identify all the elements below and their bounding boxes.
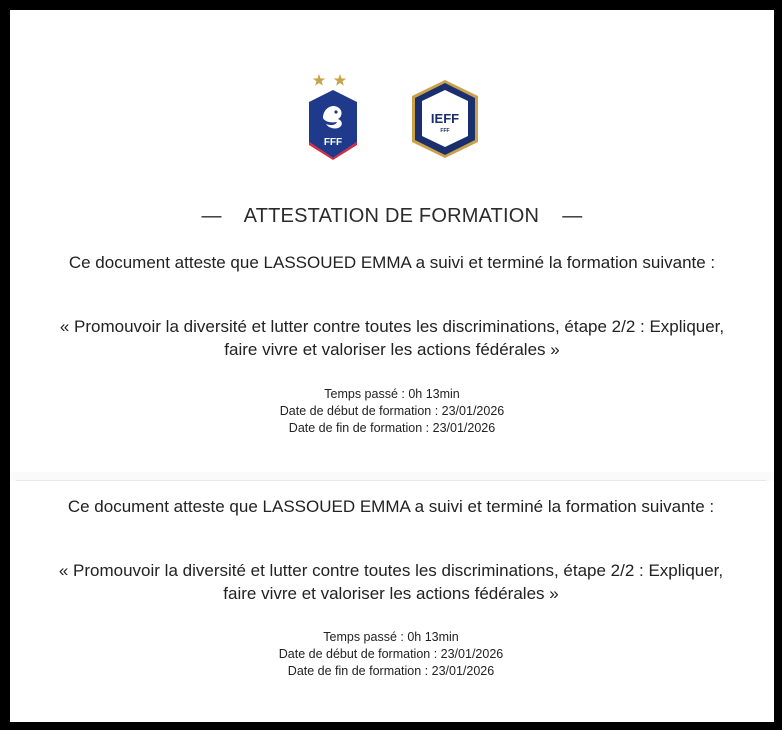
time-spent: Temps passé : 0h 13min — [324, 387, 460, 401]
document-title — [10, 205, 774, 228]
title-text: ATTESTATION DE FORMATION — [243, 205, 540, 227]
certificate-panel-top — [10, 10, 774, 472]
fff-logo-text: FFF — [323, 137, 343, 148]
attestation-statement — [16, 495, 766, 518]
logos-row — [10, 70, 774, 160]
statement-text: Ce document atteste que LASSOUED EMMA a suivi et terminé la formation suivante : — [68, 253, 716, 272]
end-date: Date de fin de formation : 23/01/2026 — [287, 664, 495, 678]
start-date: Date de début de formation : 23/01/2026 — [278, 647, 504, 661]
title-dash-right: — — [562, 205, 583, 227]
time-spent: Temps passé : 0h 13min — [323, 630, 459, 644]
end-date: Date de fin de formation : 23/01/2026 — [288, 421, 496, 435]
course-title — [16, 559, 766, 605]
statement-text: Ce document atteste que LASSOUED EMMA a suivi et terminé la formation suivante : — [67, 497, 715, 516]
course-text: « Promouvoir la diversité et lutter contre toutes les discriminations, étape 2/2 : Expliquer, faire vivre et valoriser les actions fédérales » — [58, 561, 724, 603]
start-date: Date de début de formation : 23/01/2026 — [279, 404, 505, 418]
ieff-logo-text: IEFF — [430, 111, 460, 126]
course-title — [10, 315, 774, 361]
title-dash-left: — — [201, 205, 222, 227]
certificate-panel-bottom — [16, 481, 766, 710]
training-details — [10, 386, 774, 437]
fff-logo — [305, 70, 361, 160]
course-text: « Promouvoir la diversité et lutter contre toutes les discriminations, étape 2/2 : Expliquer, faire vivre et valoriser les actions fédérales » — [59, 317, 725, 359]
ieff-logo — [408, 78, 482, 160]
ieff-logo-subtext: FFF — [440, 128, 450, 134]
training-details — [16, 629, 766, 680]
attestation-statement — [10, 251, 774, 274]
panel-separator — [10, 472, 774, 481]
